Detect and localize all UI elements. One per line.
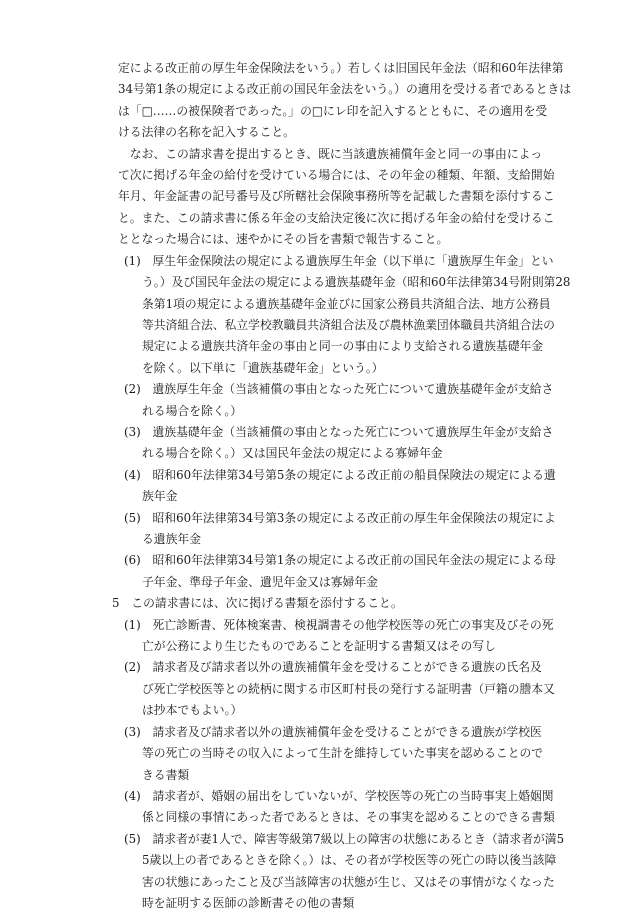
text-line: (5) 請求者が妻1人で、障害等級第7級以上の障害の状態にあるとき（請求者が満5 [124,831,565,846]
section-heading: 5 この請求書には、次に掲げる書類を添付すること。 [112,596,403,611]
text-line: う。）及び国民年金法の規定による遺族基礎年金（昭和60年法律第34号附則第28 [142,275,571,290]
text-line: る遺族年金 [142,532,201,547]
text-line: 害の状態にあったこと及び当該障害の状態が生じ、又はその事情がなくなった [142,874,555,889]
text-line: ととなった場合には、速やかにその旨を書類で報告すること。 [118,232,449,247]
list-item: (5) 昭和60年法律第34号第3条の規定による改正前の厚生年金保険法の規定によ [124,510,556,525]
text-line: れる場合を除く。） [142,403,243,418]
text-line: 34号第1条の規定による改正前の国民年金法をいう。）の適用を受ける者であるときは [118,82,572,97]
text-line: 子年金、準母子年金、遺児年金又は寡婦年金 [142,574,378,589]
text-line: きる書類 [142,767,190,782]
text-line: 等の死亡の当時その収入によって生計を維持していた事実を認めることので [142,746,544,761]
text-line: 年月、年金証書の記号番号及び所轄社会保険事務所等を記載した書類を添付するこ [118,189,555,204]
text-line: れる場合を除く。）又は国民年金法の規定による寡婦年金 [142,446,443,461]
list-item: (3) 遺族基礎年金（当該補償の事由となった死亡について遺族厚生年金が支給さ [124,424,554,439]
list-item: (2) 請求者及び請求者以外の遺族補償年金を受けることができる遺族の氏名及 [124,660,542,675]
list-item: (6) 昭和60年法律第34号第1条の規定による改正前の国民年金法の規定による母 [124,553,556,568]
text-line: び死亡学校医等との続柄に関する市区町村長の発行する証明書（戸籍の謄本又 [142,681,555,696]
text-line: は「□……の被保険者であった。」の□にレ印を記入するとともに、その適用を受 [118,103,548,118]
list-item: (1) 厚生年金保険法の規定による遺族厚生年金（以下単に「遺族厚生年金」とい [124,253,554,268]
list-item: (3) 請求者及び請求者以外の遺族補償年金を受けることができる遺族が学校医 [124,724,542,739]
text-line: て次に掲げる年金の給付を受けている場合には、その年金の種類、年額、支給開始 [118,168,555,183]
text-line: 亡が公務により生じたものであることを証明する書類又はその写し [142,639,496,654]
list-item: (1) 死亡診断書、死体検案書、検視調書その他学校医等の死亡の事実及びその死 [124,617,554,632]
text-line: 規定による遺族共済年金の事由と同一の事由により支給される遺族基礎年金 [142,339,544,354]
list-item: (4) 昭和60年法律第34号第5条の規定による改正前の船員保険法の規定による遺 [124,467,556,482]
text-line: は抄本でもよい。） [142,703,243,718]
text-line: 5歳以上の者であるときを除く。）は、その者が学校医等の死亡の時以後当該障 [142,853,557,868]
text-line: 係と同様の事情にあった者であるときは、その事実を認めることのできる書類 [142,810,555,825]
text-line: を除く。以下単に「遺族基礎年金」という。） [142,360,384,375]
text-line: 等共済組合法、私立学校教職員共済組合法及び農林漁業団体職員共済組合法の [142,317,555,332]
text-line: 条第1項の規定による遺族基礎年金並びに国家公務員共済組合法、地方公務員 [142,296,551,311]
text-line: ける法律の名称を記入すること。 [118,125,295,140]
text-line: と。また、この請求書に係る年金の支給決定後に次に掲げる年金の給付を受けるこ [118,210,555,225]
list-item: (4) 請求者が、婚姻の届出をしていないが、学校医等の死亡の当時事実上婚姻関 [124,788,554,803]
text-line: なお、この請求書を提出するとき、既に当該遺族補償年金と同一の事由によっ [118,146,543,161]
text-line: 時を証明する医師の診断書その他の書類 [142,896,355,910]
text-line: 定による改正前の厚生年金保険法をいう。）若しくは旧国民年金法（昭和60年法律第 [118,61,564,75]
text-line: 族年金 [142,489,178,504]
list-item: (2) 遺族厚生年金（当該補償の事由となった死亡について遺族基礎年金が支給さ [124,382,554,397]
